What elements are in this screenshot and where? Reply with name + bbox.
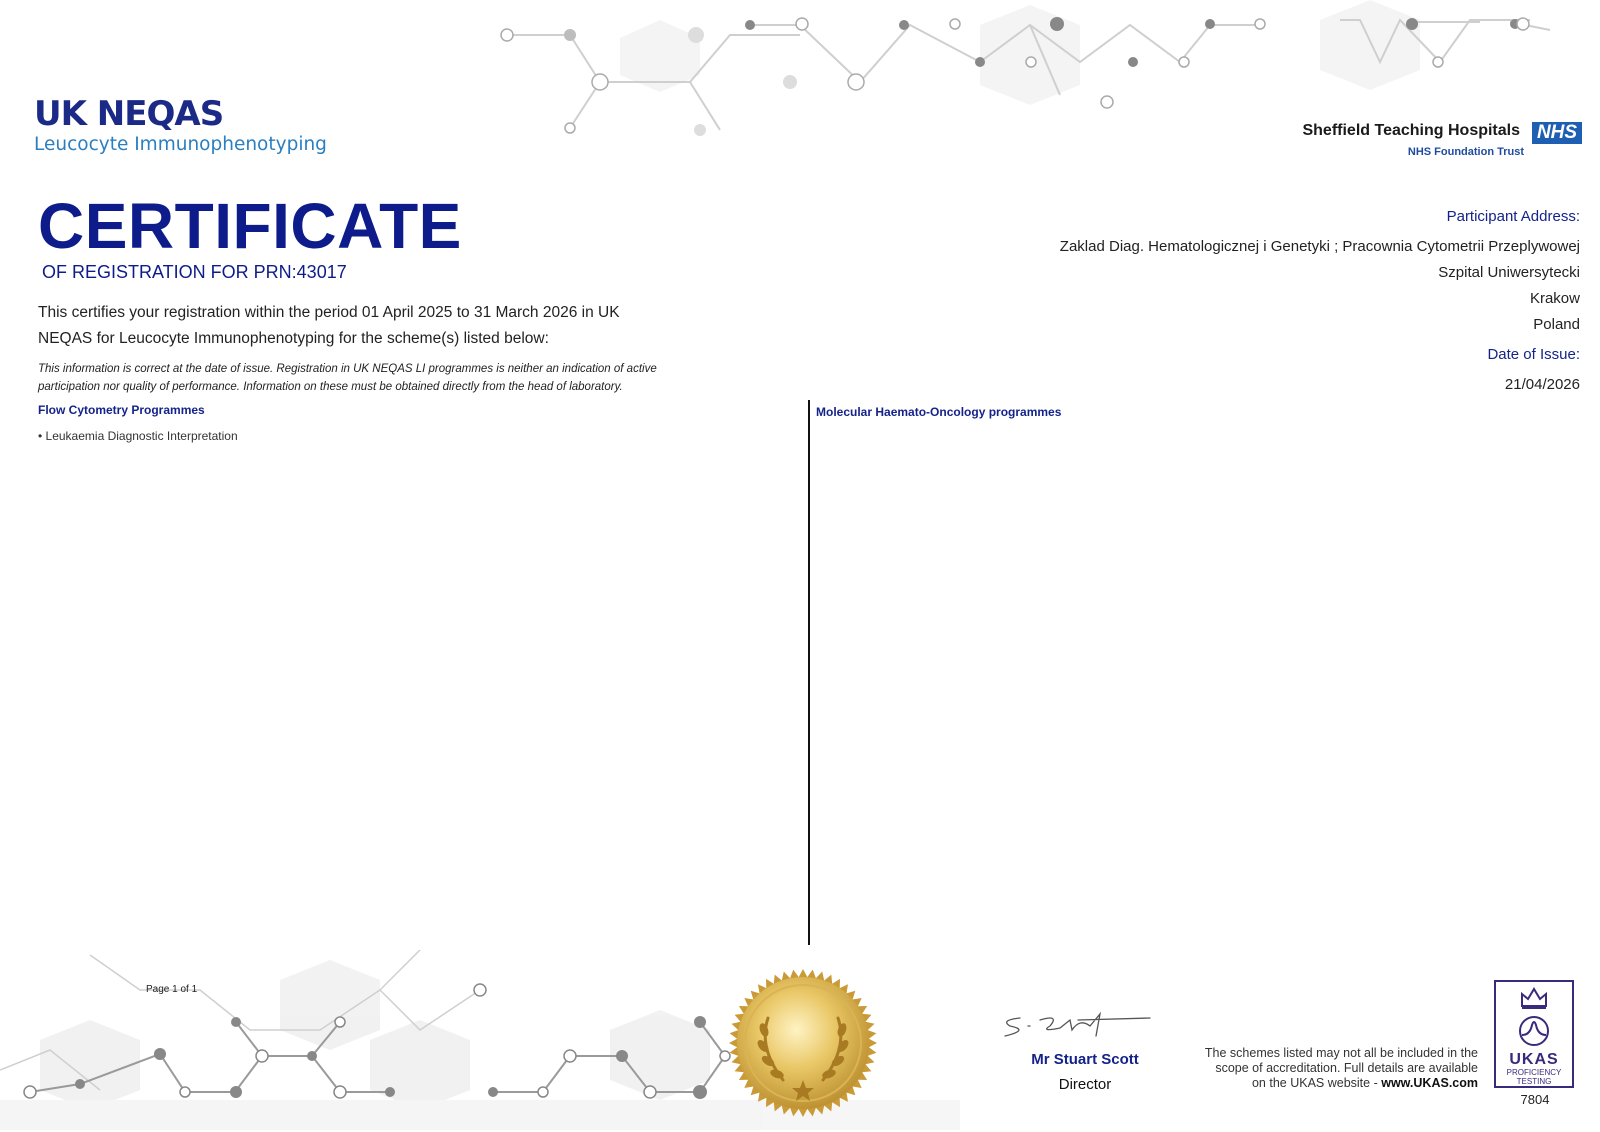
address-label: Participant Address: bbox=[1446, 208, 1580, 225]
page-number: Page 1 of 1 bbox=[146, 984, 198, 995]
ukas-testing: TESTING bbox=[1516, 1077, 1552, 1086]
hospital-name: Sheffield Teaching Hospitals bbox=[1302, 122, 1520, 139]
sheffield-hospitals-logo bbox=[1264, 118, 1584, 162]
uk-neqas-logo bbox=[34, 94, 327, 156]
nhs-badge: NHS bbox=[1532, 122, 1582, 144]
ukas-logo bbox=[1494, 980, 1574, 1088]
address-line: Szpital Uniwersytecki bbox=[1438, 264, 1580, 281]
ukas-word: UKAS bbox=[1509, 1051, 1559, 1068]
logo-sub-text: Leucocyte Immunophenotyping bbox=[34, 134, 327, 155]
date-of-issue-label: Date of Issue: bbox=[1487, 346, 1580, 363]
director-role: Director bbox=[1058, 1076, 1112, 1093]
ukas-link[interactable]: www.UKAS.com bbox=[1381, 1076, 1478, 1090]
disclaimer-text: This information is correct at the date of issue. Registration in UK NEQAS LI programmes is neither an indication of active participation nor quality of performance. Information on these must be obtained directly from the head of laboratory. bbox=[38, 363, 657, 393]
hospital-trust: NHS Foundation Trust bbox=[1407, 146, 1524, 158]
address-line: Poland bbox=[1533, 316, 1580, 333]
logo-main-text: UK NEQAS bbox=[34, 94, 224, 134]
molecular-heading: Molecular Haemato-Oncology programmes bbox=[816, 405, 1062, 419]
ukas-note-line: scope of accreditation. Full details are available bbox=[1215, 1061, 1478, 1075]
ukas-note bbox=[1168, 1046, 1478, 1091]
ukas-note-line: on the UKAS website - bbox=[1251, 1076, 1382, 1090]
address-line: Krakow bbox=[1529, 290, 1580, 307]
column-divider bbox=[808, 400, 810, 945]
crown-icon bbox=[1519, 986, 1549, 1010]
date-of-issue-value: 21/04/2026 bbox=[1504, 376, 1580, 393]
flow-cytometry-heading: Flow Cytometry Programmes bbox=[38, 403, 205, 417]
address-line: Zaklad Diag. Hematologicznej i Genetyki ; Pracownia Cytometrii Przeplywowej bbox=[1059, 238, 1580, 255]
director-name: Mr Stuart Scott bbox=[1031, 1051, 1139, 1068]
certificate-title: CERTIFICATE bbox=[38, 190, 462, 262]
participant-address-block bbox=[960, 206, 1580, 398]
gold-seal-icon bbox=[728, 968, 878, 1118]
programme-item: • Leukaemia Diagnostic Interpretation bbox=[38, 429, 238, 443]
signature-icon bbox=[1000, 1008, 1170, 1042]
ukas-proficiency: PROFICIENCY bbox=[1506, 1068, 1562, 1077]
ukas-number: 7804 bbox=[1520, 1092, 1550, 1107]
certifies-text: This certifies your registration within the period 01 April 2025 to 31 March 2026 in UK NEQAS for Leucocyte Immunophenotyping for the scheme(s) listed below: bbox=[38, 304, 620, 347]
bell-curve-icon bbox=[1512, 1015, 1556, 1047]
certificate-subtitle: OF REGISTRATION FOR PRN:43017 bbox=[42, 262, 347, 282]
ukas-note-line: The schemes listed may not all be included in the bbox=[1204, 1046, 1478, 1060]
